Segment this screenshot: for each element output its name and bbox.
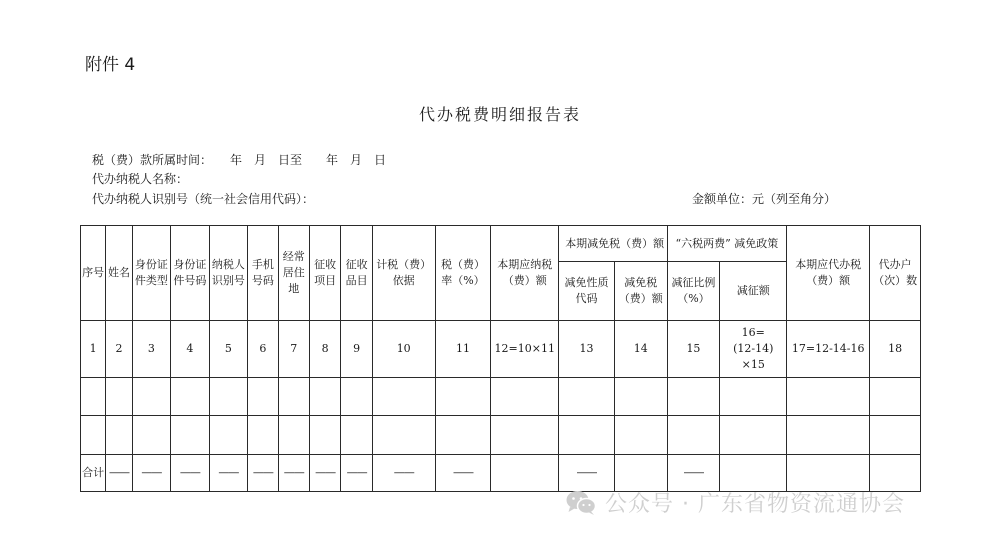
column-number: 15 <box>667 321 720 378</box>
column-number-row <box>81 321 921 378</box>
column-number: 6 <box>248 321 278 378</box>
header-phone: 手机号码 <box>248 226 278 321</box>
tax-report-table <box>80 225 921 492</box>
column-number: 9 <box>341 321 372 378</box>
total-label: 合计 <box>81 455 106 492</box>
total-dash: —— <box>248 455 278 492</box>
total-empty <box>870 455 921 492</box>
header-basis: 计税（费）依据 <box>372 226 435 321</box>
column-number: 7 <box>278 321 309 378</box>
total-dash: —— <box>309 455 340 492</box>
header-rate: 税（费）率（%） <box>435 226 491 321</box>
formula-line: ×15 <box>741 357 765 371</box>
header-six-amount: 减征额 <box>720 262 787 321</box>
column-number: 18 <box>870 321 921 378</box>
header-six-ratio: 减征比例（%） <box>667 262 720 321</box>
header-households: 代办户（次）数 <box>870 226 921 321</box>
total-empty <box>787 455 870 492</box>
header-payable: 本期应纳税（费）额 <box>491 226 559 321</box>
header-row-1 <box>81 226 921 262</box>
total-dash: —— <box>667 455 720 492</box>
column-number: 1 <box>81 321 106 378</box>
column-number: 10 <box>372 321 435 378</box>
attachment-label: 附件 4 <box>85 55 136 75</box>
header-id-type: 身份证件类型 <box>132 226 171 321</box>
header-seq: 序号 <box>81 226 106 321</box>
header-name: 姓名 <box>106 226 132 321</box>
header-levy-detail: 征收品目 <box>341 226 372 321</box>
total-empty <box>720 455 787 492</box>
agent-name: 代办纳税人名称： <box>92 172 189 186</box>
empty-row <box>81 416 921 455</box>
total-dash: —— <box>372 455 435 492</box>
report-title: 代办税费明细报告表 <box>418 105 581 124</box>
column-number: 3 <box>132 321 171 378</box>
column-number: 5 <box>209 321 248 378</box>
wechat-icon <box>565 489 597 517</box>
header-relief-group: 本期减免税（费）额 <box>559 226 667 262</box>
watermark-text: 公众号 · 广东省物资流通协会 <box>605 492 905 517</box>
total-dash: —— <box>435 455 491 492</box>
total-dash: —— <box>278 455 309 492</box>
header-six-group: “六税两费” 减免政策 <box>667 226 787 262</box>
column-number-formula <box>720 321 787 378</box>
column-number: 2 <box>106 321 132 378</box>
total-dash: —— <box>341 455 372 492</box>
header-taxpayer-id: 纳税人识别号 <box>209 226 248 321</box>
column-number: 4 <box>171 321 210 378</box>
column-number: 14 <box>614 321 667 378</box>
total-dash: —— <box>171 455 210 492</box>
total-empty <box>614 455 667 492</box>
currency-unit: 金额单位：元（列至角分） <box>692 192 837 206</box>
agent-id: 代办纳税人识别号（统一社会信用代码）： <box>92 192 315 206</box>
header-relief-amount: 减免税（费）额 <box>614 262 667 321</box>
total-row <box>81 455 921 492</box>
header-relief-code: 减免性质代码 <box>559 262 615 321</box>
total-dash: —— <box>559 455 615 492</box>
column-number: 12=10×11 <box>491 321 559 378</box>
tax-period: 税（费）款所属时间： 年 月 日至 年 月 日 <box>92 153 387 167</box>
total-dash: —— <box>209 455 248 492</box>
formula-line: (12-14) <box>733 342 774 356</box>
column-number: 13 <box>559 321 615 378</box>
total-dash: —— <box>132 455 171 492</box>
column-number: 11 <box>435 321 491 378</box>
header-id-no: 身份证件号码 <box>171 226 210 321</box>
formula-line: 16= <box>741 326 765 340</box>
total-dash: —— <box>106 455 132 492</box>
header-levy-item: 征收项目 <box>309 226 340 321</box>
column-number: 17=12-14-16 <box>787 321 870 378</box>
watermark <box>565 487 905 518</box>
header-residence: 经常居住地 <box>278 226 309 321</box>
column-number: 8 <box>309 321 340 378</box>
total-empty <box>491 455 559 492</box>
header-withhold: 本期应代办税（费）额 <box>787 226 870 321</box>
empty-row <box>81 378 921 416</box>
